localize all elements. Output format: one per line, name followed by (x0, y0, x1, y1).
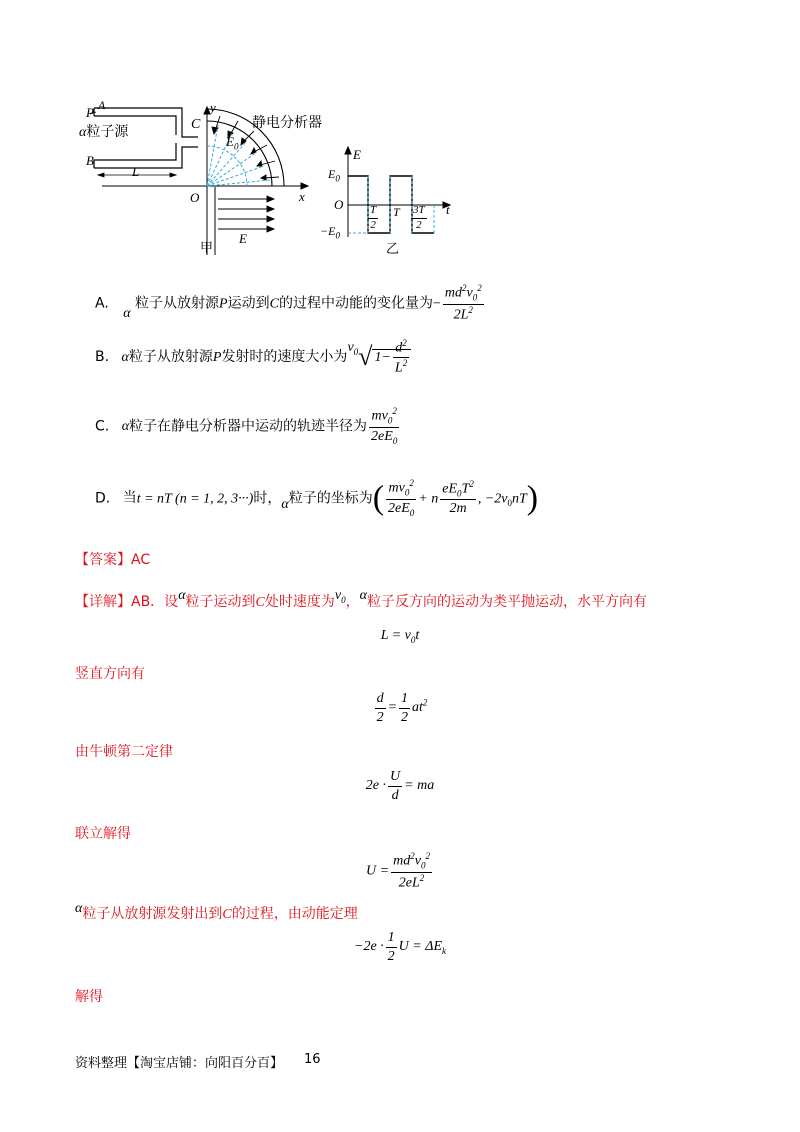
figure-yi (320, 145, 460, 240)
yi-tick-T: T (393, 205, 400, 219)
dashed-radii (207, 125, 270, 186)
detail-combine: 联立解得 (75, 826, 131, 842)
detail-energy: α粒子从放射源发射出到C的过程，由动能定理 (75, 901, 358, 922)
detail-line-1: 【详解】AB．设α粒子运动到C处时速度为$v_0$，α粒子反方向的运动为类平抛运动，水平方向有 (75, 588, 647, 610)
yi-tick-3T-half: $\frac{3T}{2}$ (413, 204, 425, 231)
option-A: A. α 粒子从放射源P运动到C的过程中动能的变化量为− $\frac{md^2v_0^2}{2L^2}$ (95, 283, 482, 323)
caption-jia: 甲 (200, 241, 214, 256)
label-E0-analyzer: $E_0$ (226, 134, 239, 152)
option-A-fraction: $\frac{md^2v_0^2}{2L^2}$ (444, 283, 482, 323)
yi-label-O: O (334, 197, 344, 212)
detail-solve: 解得 (75, 989, 103, 1005)
label-C: C (191, 117, 201, 132)
label-particle-source: 粒子源 (86, 124, 129, 140)
sqrt-sign: √ (358, 341, 373, 371)
footer-text: 资料整理【淘宝店铺：向阳百分百】 (75, 1056, 284, 1071)
answer-label: 【答案】 (75, 552, 131, 568)
option-B-letter: B. (95, 348, 110, 365)
option-C-fraction: $\frac{mv_0^2}{2eE_0}$ (371, 406, 398, 446)
detail-newton: 由牛顿第二定律 (75, 744, 173, 760)
label-x: x (299, 189, 305, 204)
label-O: O (190, 190, 200, 205)
option-C: C. α粒子在静电分析器中运动的轨迹半径为 $\frac{mv_0^2}{2eE_0}$ (95, 406, 398, 446)
yi-label-E0: $E_0$ (328, 167, 340, 184)
option-A-letter: A. (95, 295, 109, 312)
yi-label-t: t (446, 202, 450, 217)
answer-value: AC (131, 552, 151, 568)
label-E-field: E (239, 231, 247, 246)
option-D: D. 当t = nT (n = 1, 2, 3···)时，α粒子的坐标为( $\frac{mv_0^2}{2eE_0}$ + n $\frac{eE_0T^2}{2m}$ , $-2v_0nT$) (95, 478, 539, 518)
label-analyzer: 静电分析器 (252, 115, 322, 131)
yi-label-negE0: $-E_0$ (320, 224, 340, 241)
alpha-symbol: α (123, 306, 131, 322)
equation-3: 2e · $\frac{U}{d}$ = ma (365, 769, 435, 803)
equation-1: $L = v_0t$ (380, 628, 420, 645)
label-y: y (210, 100, 216, 115)
detail-label: 【详解】 (75, 594, 131, 610)
option-B: B. α粒子从放射源P发射时的速度大小为$v_0√$ 1− $\frac{d^2}{L^2}$ (95, 338, 411, 377)
caption-yi: 乙 (386, 242, 400, 257)
yi-label-E: E (353, 147, 361, 162)
equation-2: $\frac{d}{2}$ = $\frac{1}{2}$ $at^2$ (376, 691, 428, 725)
equation-5: −2e · $\frac{1}{2}$ $U = \Delta E_k$ (354, 930, 446, 964)
label-alpha: α (79, 125, 87, 140)
label-P: P (86, 105, 94, 120)
page-number: 16 (304, 1052, 321, 1067)
equation-4: U = $\frac{md^2v_0^2}{2eL^2}$ (366, 851, 430, 891)
yi-tick-T-half: $\frac{T}{2}$ (370, 204, 377, 231)
answer-line (75, 549, 150, 569)
detail-vertical: 竖直方向有 (75, 666, 145, 682)
uniform-field-arrows (218, 196, 274, 232)
option-D-letter: D. (95, 490, 111, 507)
label-L: L (132, 164, 140, 179)
label-B: B (86, 153, 94, 168)
option-C-letter: C. (95, 418, 110, 435)
label-A: A (98, 98, 106, 112)
